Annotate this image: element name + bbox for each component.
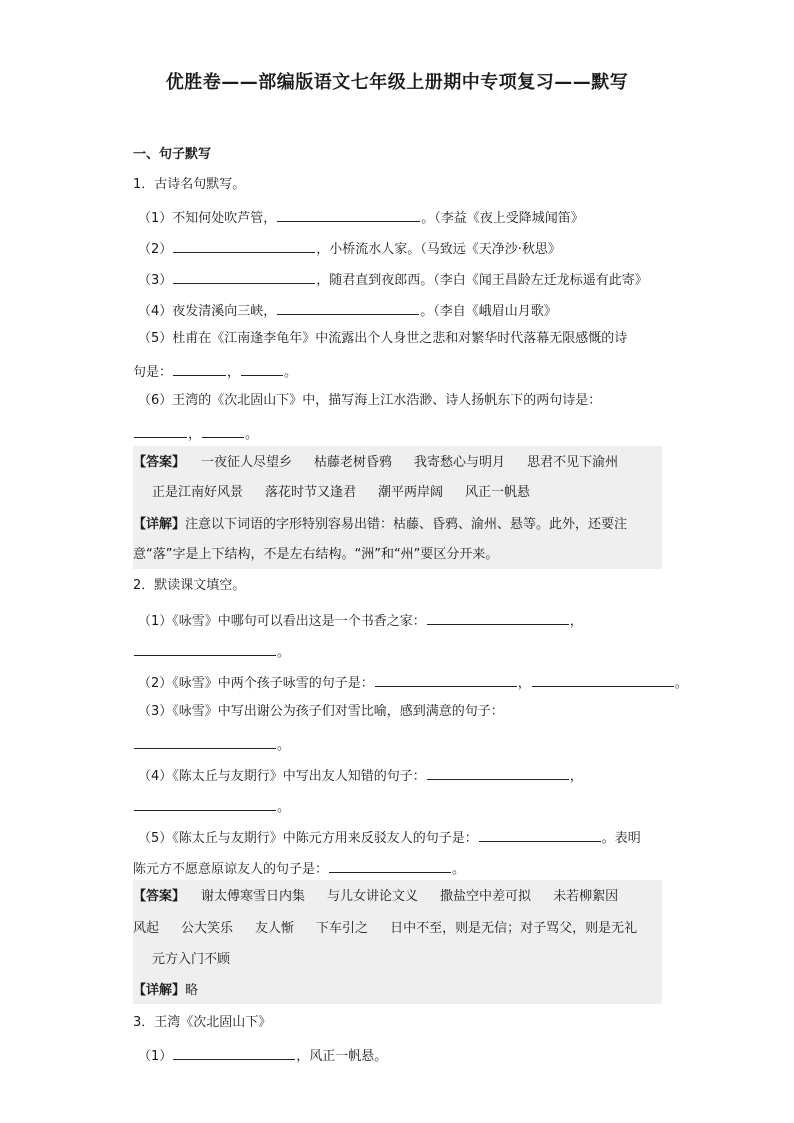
question-3-stem: 3．王湾《次北固山下》 [133,1015,272,1030]
answer-blank[interactable] [173,361,226,376]
q3-item-1: （1） ，风正一帆悬。 [138,1045,387,1066]
question-2-stem: 2．默读课文填空。 [133,578,246,593]
q1-detail-line-2: 意“落”字是上下结构，不是左右结构。“洲”和“州”要区分开来。 [133,547,499,562]
q1-item-6-line2: ， 。 [133,423,258,444]
q1-item-1: （1）不知何处吹芦管， 。（李益《夜上受降城闻笛》 [138,207,584,228]
answer-blank[interactable] [173,1045,295,1060]
answer-blank[interactable] [427,765,569,780]
question-1-stem: 1．古诗名句默写。 [133,177,246,192]
q2-item-1-line2: 。 [133,641,290,662]
answer-blank[interactable] [479,827,601,842]
q2-item-4-line2: 。 [133,796,290,817]
q2-detail: 【详解】略 [133,983,199,998]
answer-blank[interactable] [134,423,187,438]
answer-blank[interactable] [202,423,244,438]
answer-blank[interactable] [134,734,276,749]
answer-blank[interactable] [134,641,276,656]
q1-detail-line-1: 【详解】注意以下词语的字形特别容易出错：枯藤、昏鸦、渝州、悬等。此外，还要注 [133,517,628,532]
q2-item-5-line2: 陈元方不愿意原谅友人的句子是： 。 [133,858,465,879]
answer-blank[interactable] [277,300,419,315]
q1-item-5-line1: （5）杜甫在《江南逢李龟年》中流露出个人身世之悲和对繁华时代落幕无限感慨的诗 [138,331,628,346]
answer-blank[interactable] [134,796,276,811]
q1-answer-row-1: 【答案】 一夜征人尽望乡 枯藤老树昏鸦 我寄愁心与明月 思君不见下渝州 [133,455,619,470]
q1-item-3: （3） ，随君直到夜郎西。（李白《闻王昌龄左迁龙标遥有此寄》 [138,269,648,290]
section-heading: 一、句子默写 [133,147,212,162]
answer-blank[interactable] [173,269,315,284]
answer-blank[interactable] [532,672,674,687]
q2-item-3-line2: 。 [133,734,290,755]
q2-answer-row-3: 元方入门不顾 [152,952,231,967]
answer-blank[interactable] [427,610,569,625]
q2-item-3-line1: （3）《咏雪》中写出谢公为孩子们对雪比喻，感到满意的句子： [138,704,504,719]
q2-item-5-line1: （5）《陈太丘与友期行》中陈元方用来反驳友人的句子是： 。表明 [138,827,641,848]
answer-blank[interactable] [173,238,315,253]
q1-item-2: （2） ，小桥流水人家。（马致远《天净沙·秋思》 [138,238,561,259]
q1-item-5-line2: 句是： ， 。 [133,361,297,382]
q1-answer-row-2: 正是江南好风景 落花时节又逢君 潮平两岸阔 风正一帆悬 [152,485,531,500]
q1-item-4: （4）夜发清溪向三峡， 。（李自《峨眉山月歌》 [138,300,557,321]
q2-answer-row-1: 【答案】 谢太傅寒雪日内集 与儿女讲论文义 撒盐空中差可拟 未若柳絮因 [133,889,619,904]
answer-blank[interactable] [277,207,420,222]
q2-item-4-line1: （4）《陈太丘与友期行》中写出友人知错的句子： ， [138,765,583,786]
q2-item-1-line1: （1）《咏雪》中哪句可以看出这是一个书香之家： ， [138,610,583,631]
q1-item-6-line1: （6）王湾的《次北固山下》中，描写海上江水浩渺、诗人扬帆东下的两句诗是： [138,393,602,408]
answer-blank[interactable] [241,361,283,376]
q2-item-2: （2）《咏雪》中两个孩子咏雪的句子是： ， 。 [138,672,688,693]
answer-blank[interactable] [329,858,451,873]
answer-blank[interactable] [375,672,517,687]
page-title: 优胜卷——部编版语文七年级上册期中专项复习——默写 [165,72,629,93]
q2-answer-row-2: 风起 公大笑乐 友人惭 下车引之 日中不至，则是无信；对子骂父，则是无礼 [133,921,638,936]
